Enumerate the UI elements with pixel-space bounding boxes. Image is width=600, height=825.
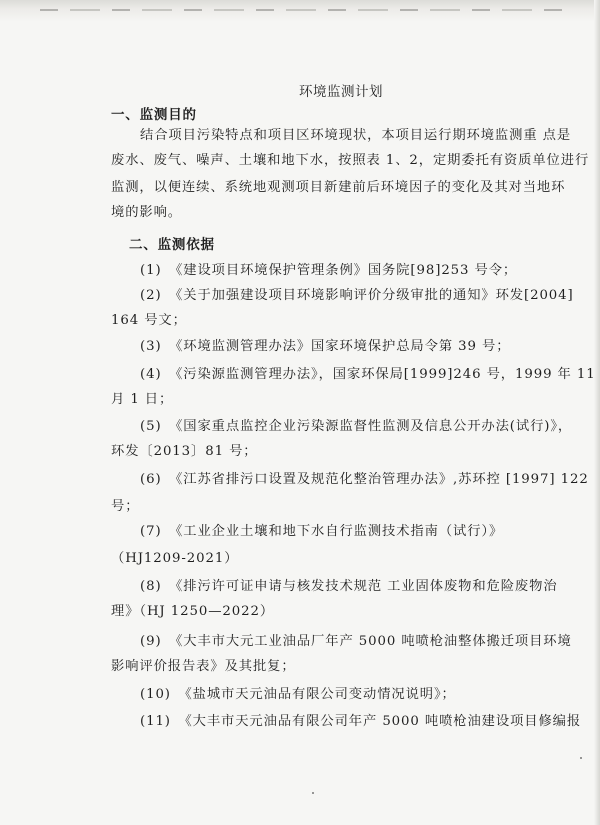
list-item: (3) 《环境监测管理办法》国家环境保护总局令第 39 号；: [140, 339, 511, 354]
list-item: (10) 《盐城市天元油品有限公司变动情况说明》；: [140, 687, 456, 702]
section-heading-basis: 二、监测依据: [129, 237, 215, 253]
list-item: (6) 《江苏省排污口设置及规范化整治管理办法》,苏环控 [1997] 122: [140, 472, 589, 487]
list-item: (4) 《污染源监测管理办法》，国家环保局[1999]246 号，1999 年 11: [140, 367, 596, 382]
list-item: (8) 《排污许可证申请与核发技术规范 工业固体废物和危险废物治: [140, 579, 558, 594]
list-item-continuation: 月 1 日；: [111, 392, 174, 407]
paragraph-line: 废水、废气、噪声、土壤和地下水，按照表 1、2，定期委托有资质单位进行: [111, 153, 590, 168]
paragraph-line: 监测，以便连续、系统地观测项目新建前后环境因子的变化及其对当地环: [111, 180, 566, 195]
list-item-continuation: 号；: [111, 499, 140, 514]
section-heading-purpose: 一、监测目的: [111, 107, 197, 123]
scan-speck: [312, 792, 314, 794]
page-title: 环境监测计划: [299, 84, 383, 100]
paragraph-line: 境的影响。: [111, 205, 182, 220]
paragraph-line: 结合项目污染特点和项目区环境现状，本项目运行期环境监测重 点是: [140, 128, 572, 143]
list-item-continuation: 164 号文；: [111, 313, 187, 328]
list-item: (5) 《国家重点监控企业污染源监督性监测及信息公开办法(试行)》，: [140, 419, 573, 434]
list-item-continuation: （HJ1209-2021）: [111, 551, 239, 566]
list-item-continuation: 理》（HJ 1250—2022）: [111, 604, 275, 619]
list-item-continuation: 影响评价报告表》及其批复；: [111, 659, 296, 674]
list-item: (9) 《大丰市大元工业油品厂年产 5000 吨喷枪油整体搬迁项目环境: [140, 634, 572, 649]
scan-speck: [580, 757, 582, 759]
list-item-continuation: 环发〔2013〕81 号；: [111, 444, 258, 459]
list-item: (2) 《关于加强建设项目环境影响评价分级审批的通知》环发[2004]: [140, 288, 574, 303]
list-item: (11) 《大丰市天元油品有限公司年产 5000 吨喷枪油建设项目修编报: [140, 714, 582, 729]
list-item: (1) 《建设项目环境保护管理条例》国务院[98]253 号令；: [140, 263, 518, 278]
list-item: (7) 《工业企业土壤和地下水自行监测技术指南（试行）》: [140, 524, 504, 539]
